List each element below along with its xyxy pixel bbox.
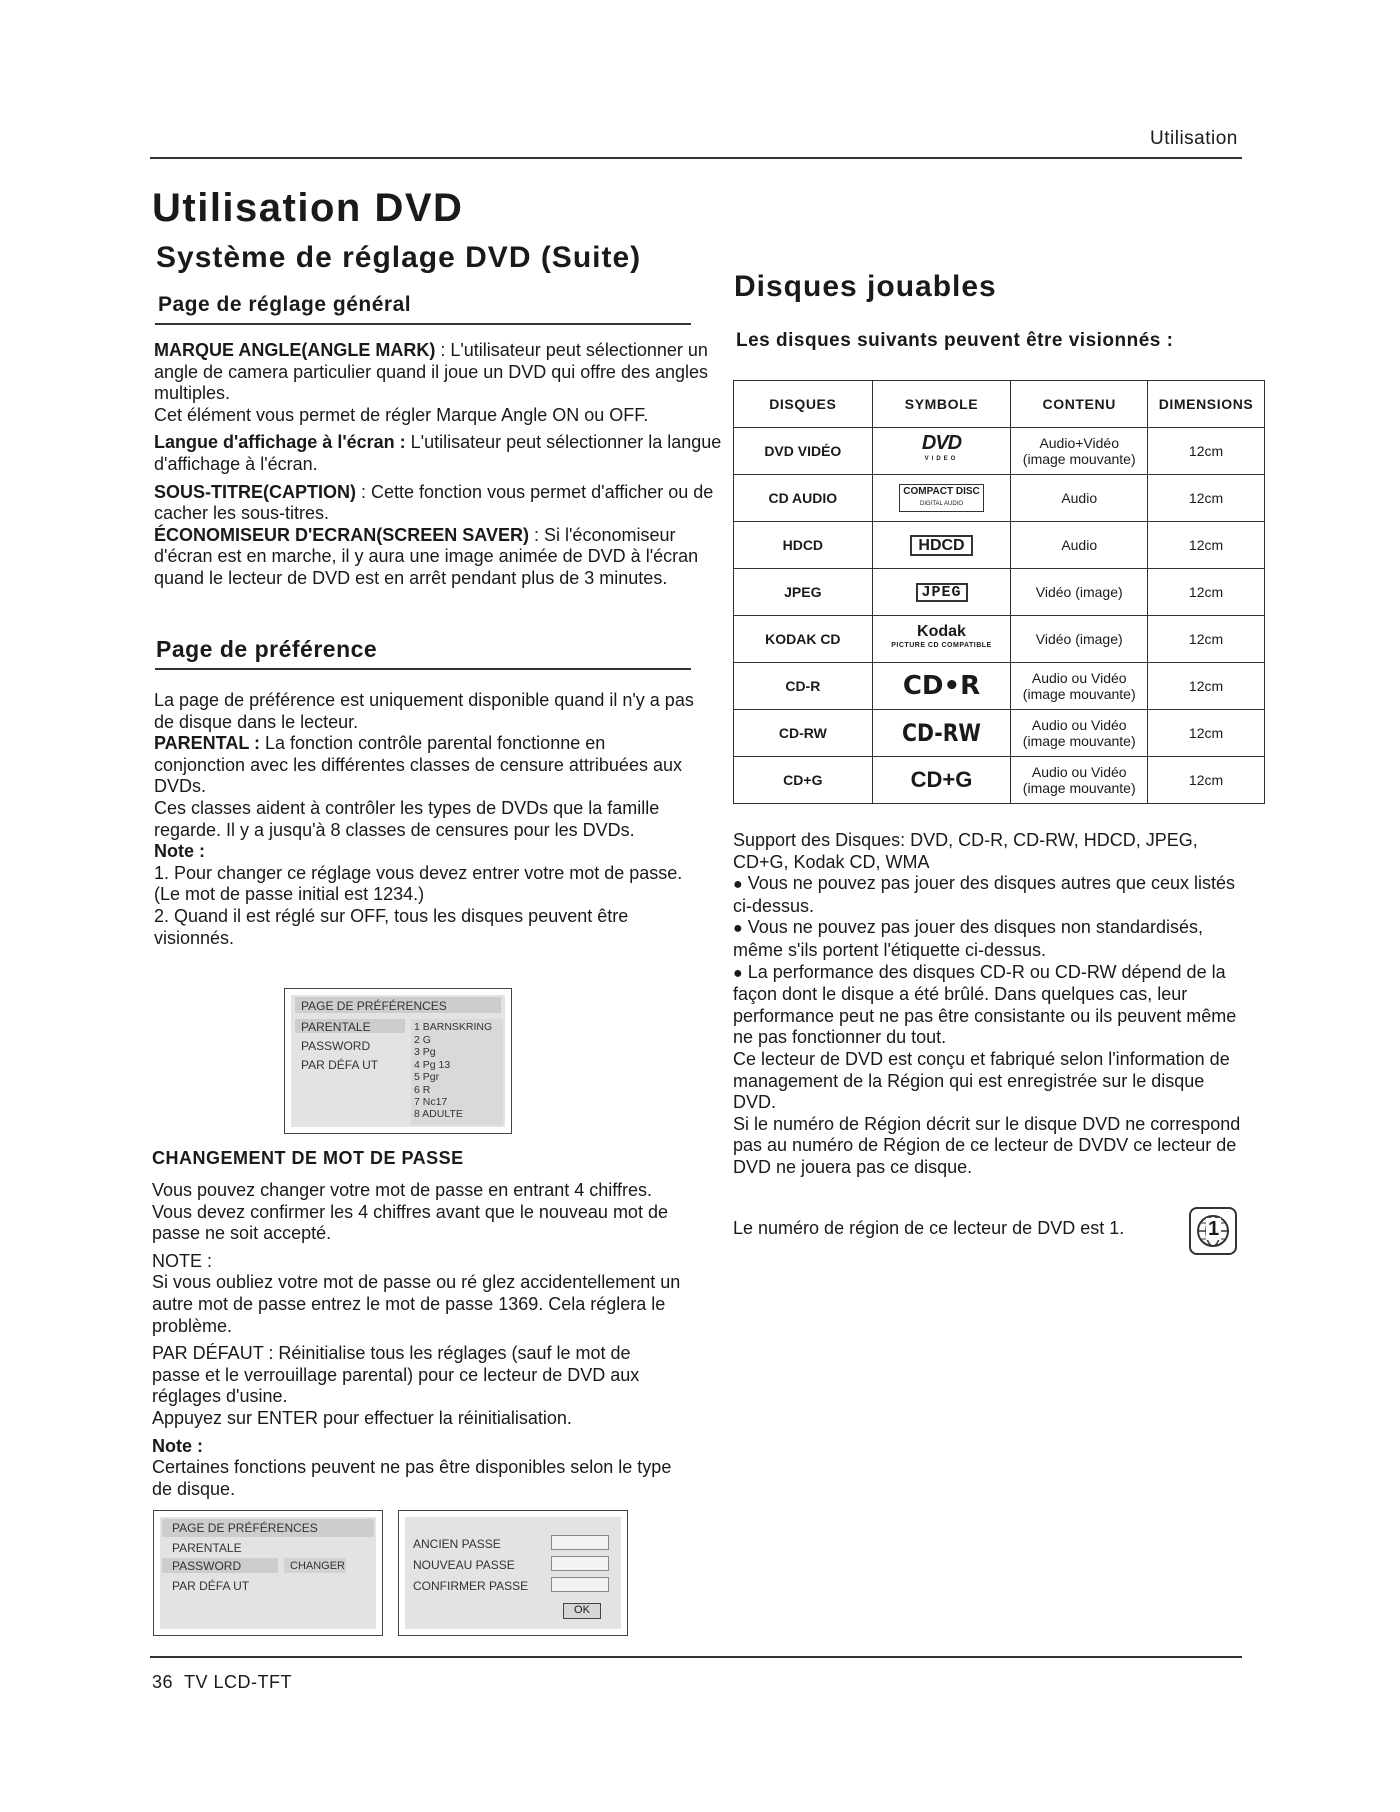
region-number-text: Le numéro de région de ce lecteur de DVD est 1. [733,1218,1125,1238]
password-note-label: NOTE : [152,1250,213,1271]
bullet-icon: ● [733,876,743,894]
section-subtitle: Système de réglage DVD (Suite) [156,241,642,274]
preference-rule [155,668,691,670]
dvd-logo-icon: DVD VIDEO [921,432,962,462]
disc-size: 12cm [1148,428,1265,475]
region-1-globe-icon [1189,1207,1237,1255]
support-text: Support des Disques: DVD, CD-R, CD-RW, HDCD, JPEG, CD+G, Kodak CD, WMA [733,830,1198,872]
saver-label: ÉCONOMISEUR D'ECRAN(SCREEN SAVER) [154,524,529,545]
angle-text-2: Cet élément vous permet de régler Marque Angle ON ou OFF. [154,404,649,425]
general-body [154,340,724,590]
preference-intro: La page de préférence est uniquement disponible quand il n'y a pas de disque dans le lecteur. [154,690,694,732]
menu1-item-password[interactable]: PASSWORD [301,1039,371,1053]
rating-option[interactable]: 8 ADULTE [414,1108,463,1120]
table-row [734,616,1265,663]
bullet-1: Vous ne pouvez pas jouer des disques autres que ceux listés ci-dessus. [733,873,1235,916]
support-body [733,830,1248,1179]
disc-content: Audio ou Vidéo (image mouvante) [1011,663,1148,710]
hdcd-logo-icon: HDCD [910,535,972,556]
menu2-item-default[interactable]: PAR DÉFA UT [172,1579,250,1593]
note-1: 1. Pour changer ce réglage vous devez entrer votre mot de passe. (Le mot de passe initial est 1234.) [154,862,683,905]
kodak-logo-icon: Kodak PICTURE CD COMPATIBLE [891,623,992,649]
disc-name: CD-R [734,663,873,710]
menu2-item-parentale[interactable]: PARENTALE [172,1541,242,1555]
disc-content: Vidéo (image) [1011,569,1148,616]
enter-text: Appuyez sur ENTER pour effectuer la réinitialisation. [152,1407,572,1428]
header-rule [150,157,1242,159]
lang-label: Langue d'affichage à l'écran : [154,432,406,453]
disc-content: Audio [1011,522,1148,569]
region-text-2: Si le numéro de Région décrit sur le disque DVD ne correspond pas au numéro de Région de ce lecteur de DVDV ce lecteur de DVD ne jouera pas ce disque. [733,1113,1241,1177]
rating-option[interactable]: 3 Pg [414,1046,436,1058]
page-number: 36 [152,1672,174,1692]
disc-size: 12cm [1148,663,1265,710]
table-row [734,522,1265,569]
product-name: TV LCD-TFT [184,1672,293,1692]
table-row [734,710,1265,757]
menu1-item-parentale[interactable]: PARENTALE [301,1020,371,1034]
table-row [734,757,1265,804]
angle-label: MARQUE ANGLE(ANGLE MARK) [154,340,436,360]
disc-table [733,380,1265,804]
changer-option[interactable]: CHANGER [290,1560,346,1572]
col-header: DISQUES [734,381,873,428]
section-label: Utilisation [1150,128,1238,149]
col-header: DIMENSIONS [1148,381,1265,428]
bullet-2: Vous ne pouvez pas jouer des disques non standardisés, même s'ils portent l'étiquette ci-dessus. [733,917,1203,960]
disc-name: KODAK CD [734,616,873,663]
rating-option[interactable]: 1 BARNSKRING [414,1021,493,1033]
cd-rw-logo-icon: CD-RW [902,719,981,747]
disc-content: Audio ou Vidéo (image mouvante) [1011,710,1148,757]
bullet-3: La performance des disques CD-R ou CD-RW dépend de la façon dont le disque a été brûlé. Dans quelques cas, leur performance peut ne pas être consistante ou ils peuvent même ne pas fonctionner du tout. [733,961,1237,1048]
disc-size: 12cm [1148,757,1265,804]
disc-content: Audio ou Vidéo (image mouvante) [1011,757,1148,804]
table-row [734,428,1265,475]
disc-name: HDCD [734,522,873,569]
table-row [734,569,1265,616]
menu1-title: PAGE DE PRÉFÉRENCES [301,999,447,1013]
disc-name: CD AUDIO [734,475,873,522]
old-password-label: ANCIEN PASSE [413,1537,501,1551]
menu2-item-password[interactable]: PASSWORD [172,1559,242,1573]
jpeg-logo-icon: JPEG [916,583,968,602]
bullet-icon: ● [733,920,743,938]
playable-discs-heading: Disques jouables [734,270,997,303]
parental-menu-screenshot [284,988,512,1134]
password-heading: CHANGEMENT DE MOT DE PASSE [152,1148,464,1168]
angle-text: : L'utilisateur peut sélectionner un angle de camera particulier quand il joue un DVD qui offre des angles multiples. [154,340,709,404]
disc-name: DVD VIDÉO [734,428,873,475]
default-text: PAR DÉFAUT : Réinitialise tous les réglages (sauf le mot de passe et le verrouillage parental) pour ce lecteur de DVD aux réglages d'usine. [152,1343,640,1407]
disc-symbol [872,616,1011,663]
compact-disc-logo-icon: COMPACT DISC DIGITAL AUDIO [899,484,983,512]
password-text-1: Vous pouvez changer votre mot de passe en entrant 4 chiffres. Vous devez confirmer les 4 chiffres avant que le nouveau mot de passe ne soit accepté. [152,1180,668,1244]
disc-symbol [872,757,1011,804]
general-rule [155,323,691,325]
disc-name: JPEG [734,569,873,616]
disc-name: CD+G [734,757,873,804]
table-row [734,475,1265,522]
disc-symbol [872,428,1011,475]
confirm-password-label: CONFIRMER PASSE [413,1579,529,1593]
disc-symbol [872,663,1011,710]
col-header: SYMBOLE [872,381,1011,428]
rating-option[interactable]: 7 Nc17 [414,1096,448,1108]
col-header: CONTENU [1011,381,1148,428]
disc-content: Audio [1011,475,1148,522]
old-password-field[interactable] [551,1535,609,1550]
disc-size: 12cm [1148,616,1265,663]
note-label: Note : [154,841,205,862]
confirm-password-field[interactable] [551,1577,609,1592]
password-body [152,1180,682,1500]
password-menu-screenshot [153,1510,383,1636]
cd-r-logo-icon: CD•R [902,671,981,701]
disc-size: 12cm [1148,569,1265,616]
disc-name: CD-RW [734,710,873,757]
preference-heading: Page de préférence [156,636,378,662]
password-text-2: Si vous oubliez votre mot de passe ou ré glez accidentellement un autre mot de passe entrez le mot de passe 1369. Cela réglera le problème. [152,1272,681,1336]
page-title: Utilisation DVD [152,186,464,230]
menu2-title: PAGE DE PRÉFÉRENCES [172,1521,318,1535]
disc-size: 12cm [1148,710,1265,757]
note2-text: Certaines fonctions peuvent ne pas être disponibles selon le type de disque. [152,1457,672,1499]
rating-option[interactable]: 4 Pg 13 [414,1059,451,1071]
ok-button[interactable]: OK [563,1603,601,1619]
disc-symbol [872,522,1011,569]
lang-text: L'utilisateur peut sélectionner la langue d'affichage à l'écran. [154,432,722,474]
rating-option[interactable]: 5 Pgr [414,1071,440,1083]
parental-text: La fonction contrôle parental fonctionne en conjonction avec les différentes classes de censure attribuées aux DVDs. [154,733,682,797]
table-row [734,663,1265,710]
disc-symbol [872,569,1011,616]
menu1-item-default[interactable]: PAR DÉFA UT [301,1058,379,1072]
change-password-screenshot [398,1510,628,1636]
parental-label: PARENTAL : [154,733,260,754]
classes-text: Ces classes aident à contrôler les types de DVDs que la famille regarde. Il y a jusqu'à 8 classes de censures pour les DVDs. [154,797,660,840]
table-header-row [734,381,1265,428]
rating-option[interactable]: 6 R [414,1084,431,1096]
new-password-field[interactable] [551,1556,609,1571]
disc-symbol [872,710,1011,757]
general-heading: Page de réglage général [158,293,412,316]
disc-size: 12cm [1148,475,1265,522]
bullet-icon: ● [733,964,743,982]
footer-rule [150,1656,1242,1658]
note2-label: Note : [152,1435,203,1456]
disc-size: 12cm [1148,522,1265,569]
subtitle-text: : Cette fonction vous permet d'afficher ou de cacher les sous-titres. [154,481,714,524]
disc-content: Audio+Vidéo (image mouvante) [1011,428,1148,475]
saver-text: : Si l'économiseur d'écran est en marche, il y aura une image animée de DVD à l'écran quand le lecteur de DVD est en arrêt pendant plus de 3 minutes. [154,524,699,588]
disc-content: Vidéo (image) [1011,616,1148,663]
disc-symbol [872,475,1011,522]
region-text-1: Ce lecteur de DVD est conçu et fabriqué selon l'information de management de la Région qui est enregistrée sur le disque DVD. [733,1048,1230,1113]
rating-option[interactable]: 2 G [414,1034,431,1046]
region-number-label: 1 [1208,1218,1220,1240]
preference-body [154,690,699,949]
note-2: 2. Quand il est réglé sur OFF, tous les disques peuvent être visionnés. [154,905,629,948]
subtitle-label: SOUS-TITRE(CAPTION) [154,481,356,502]
page-footer [152,1672,292,1693]
new-password-label: NOUVEAU PASSE [413,1558,515,1572]
playable-intro: Les disques suivants peuvent être visionnés : [736,330,1174,351]
cd-g-logo-icon: CD+G [910,767,973,792]
